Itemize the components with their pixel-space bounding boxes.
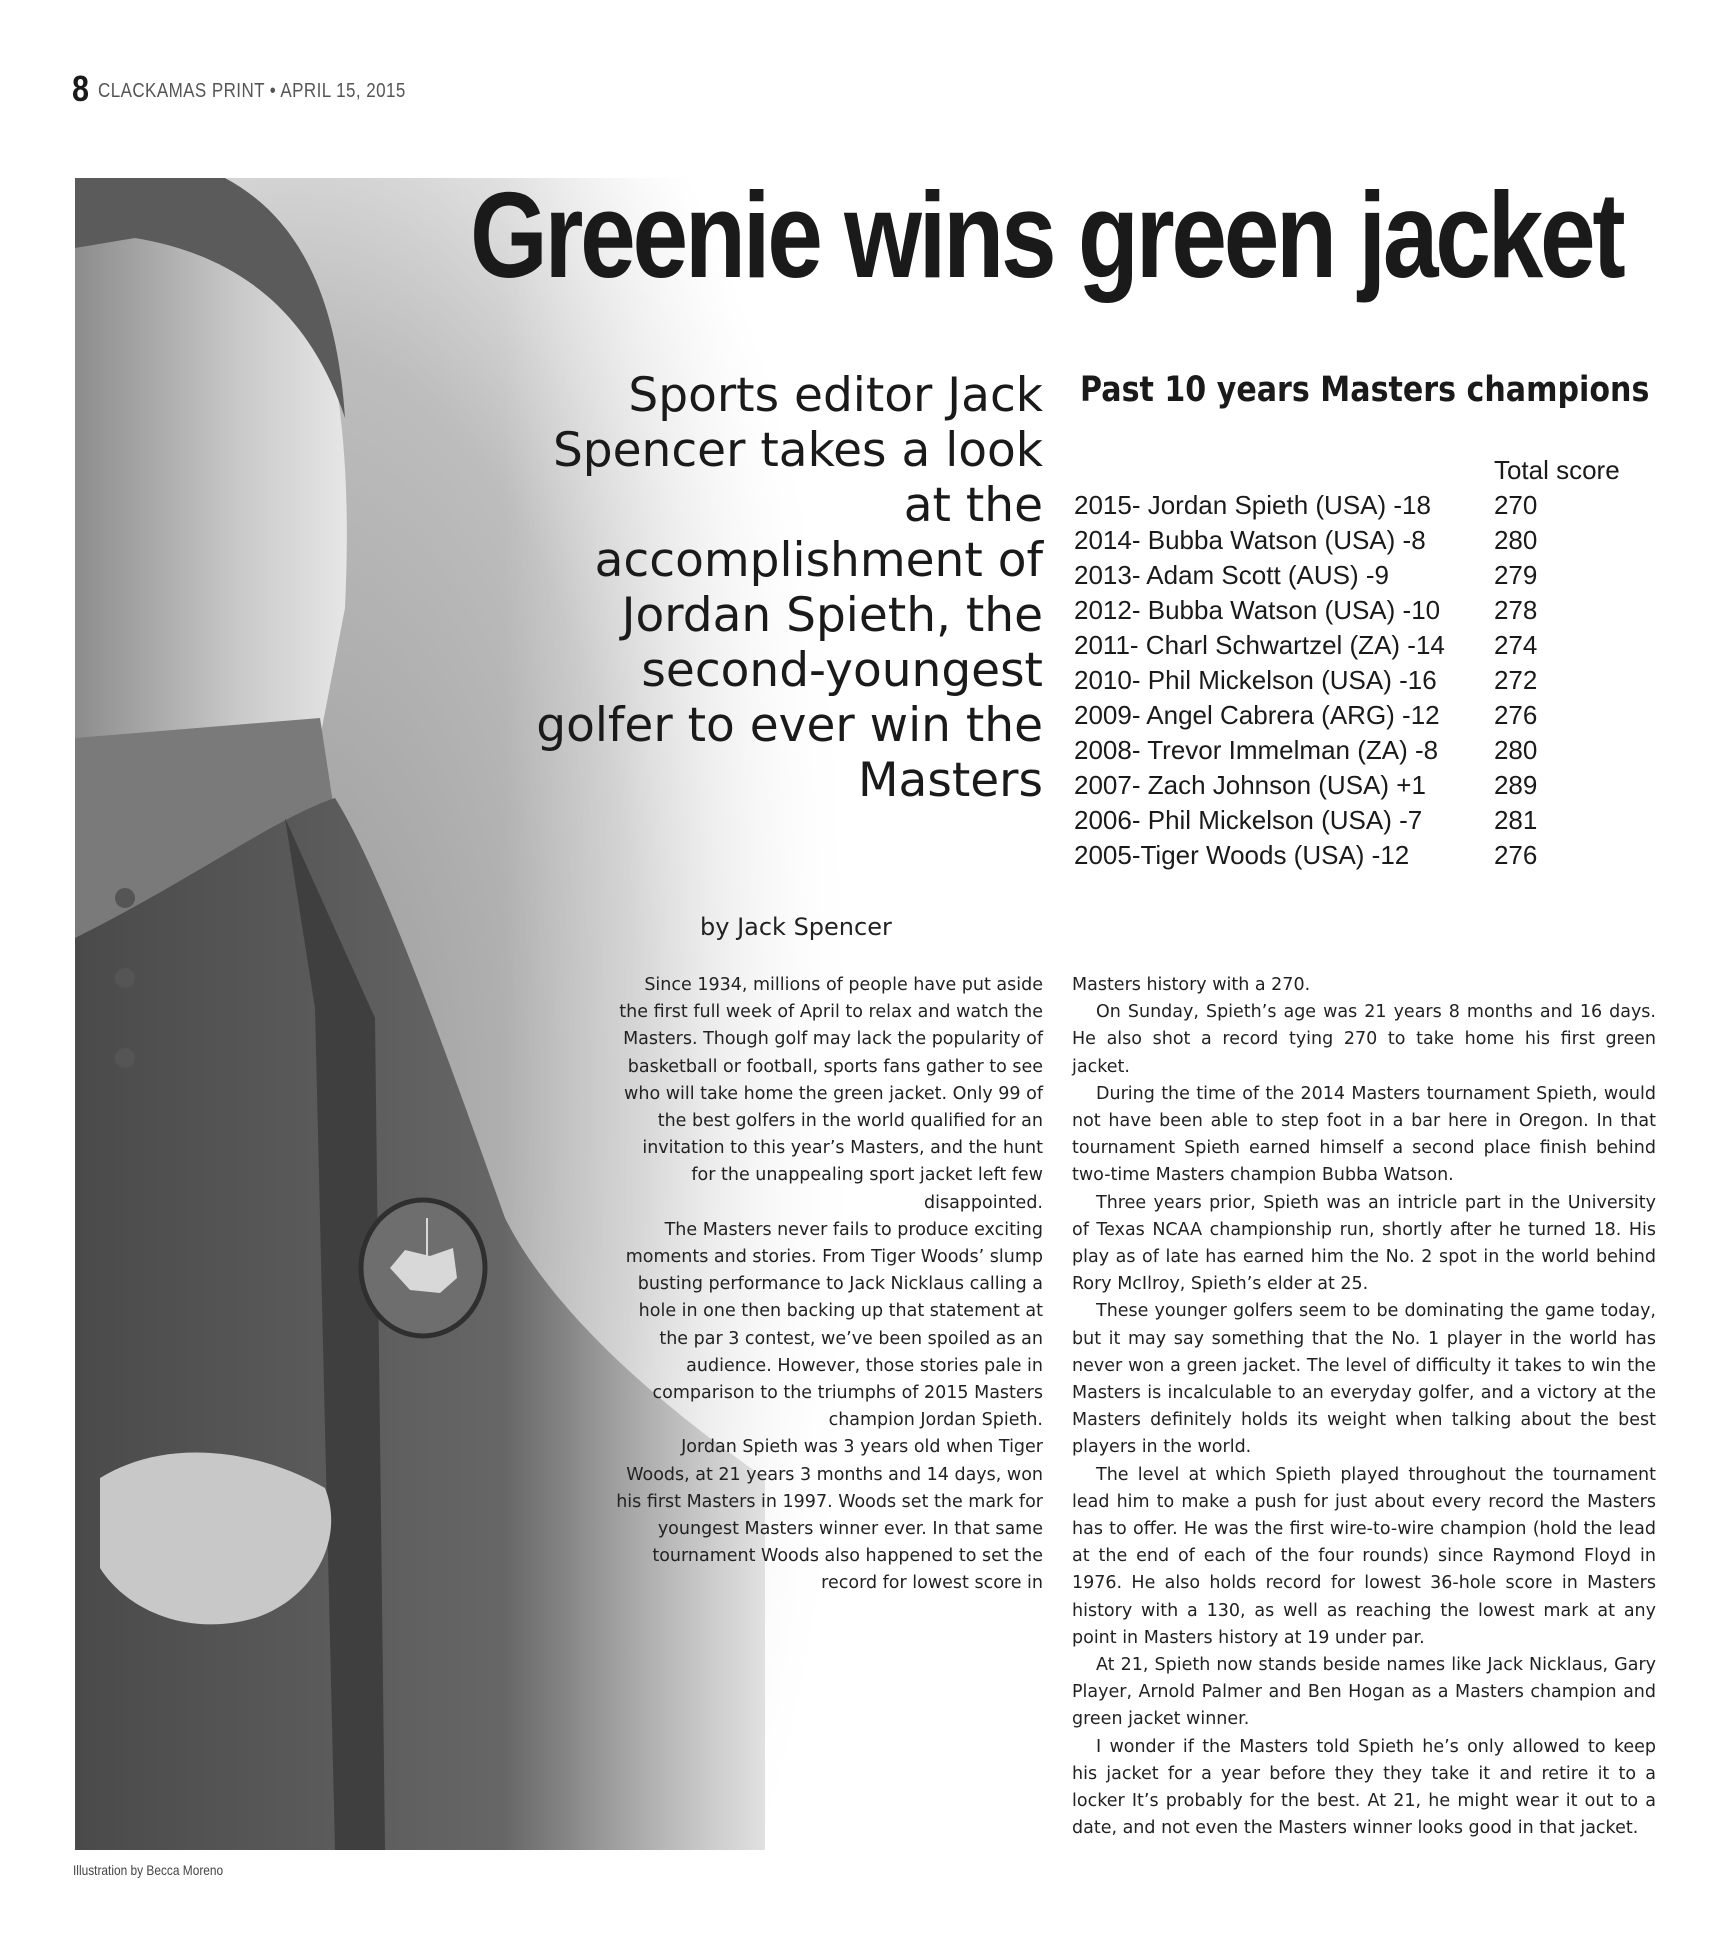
page-number: 8 [72, 68, 90, 109]
champion-entry: 2014- Bubba Watson (USA) -8 [1074, 525, 1426, 555]
article-column-right [1072, 972, 1656, 1843]
publication-dateline: CLACKAMAS PRINT • APRIL 15, 2015 [98, 80, 406, 102]
champion-score: 274 [1493, 630, 1538, 660]
table-row [1074, 558, 1634, 593]
table-row [1074, 733, 1634, 768]
champion-score: 278 [1493, 595, 1538, 625]
champion-entry: 2006- Phil Mickelson (USA) -7 [1074, 805, 1423, 835]
champion-entry: 2015- Jordan Spieth (USA) -18 [1074, 490, 1431, 520]
table-row [1074, 838, 1634, 873]
champion-score: 280 [1493, 735, 1538, 765]
champion-entry: 2011- Charl Schwartzel (ZA) -14 [1074, 630, 1445, 660]
article-column-left [613, 972, 1043, 1598]
byline: by Jack Spencer [700, 913, 892, 941]
champion-entry: 2013- Adam Scott (AUS) -9 [1074, 560, 1390, 590]
article-paragraph: Since 1934, millions of people have put aside the first full week of April to relax and watch the Masters. Though golf may lack the popularity of basketball or football, sports fans gather to see who will take home the green jacket. Only 99 of the best golfers in the world qualified for an invitation to this year’s Masters, and the hunt for the unappealing sport jacket left few disappointed. [619, 975, 1043, 1213]
champions-table-title: Past 10 years Masters champions [1080, 370, 1650, 410]
champion-entry: 2012- Bubba Watson (USA) -10 [1074, 595, 1441, 625]
article-paragraph: During the time of the 2014 Masters tournament Spieth, would not have been able to step foot in a bar here in Oregon. In that tournament Spieth earned himself a second place finish behind two-time Masters champion Bubba Watson. [1072, 1083, 1656, 1186]
article-paragraph: On Sunday, Spieth’s age was 21 years 8 months and 16 days. He also shot a record tying 270 to take home his first green jacket. [1072, 1002, 1656, 1077]
champion-entry: 2007- Zach Johnson (USA) +1 [1074, 770, 1426, 800]
champions-header-row [1074, 452, 1634, 488]
champion-entry: 2008- Trevor Immelman (ZA) -8 [1074, 735, 1439, 765]
champions-table [1074, 452, 1634, 873]
champion-score: 289 [1493, 770, 1538, 800]
champion-score: 270 [1493, 490, 1538, 520]
table-row [1074, 523, 1634, 558]
table-row [1074, 628, 1634, 663]
champion-score: 279 [1493, 560, 1538, 590]
article-paragraph: Three years prior, Spieth was an intricle part in the University of Texas NCAA championship run, shortly after he turned 18. His play as of late has earned him the No. 2 spot in the world behind Rory McIlroy, Spieth’s elder at 25. [1072, 1192, 1656, 1295]
article-paragraph: The level at which Spieth played throughout the tournament lead him to make a push for just about every record the Masters has to offer. He was the first wire-to-wire champion (hold the lead at the end of each of the four rounds) since Raymond Floyd in 1976. He also holds record for lowest 36-hole score in Masters history with a 130, as well as reaching the lowest mark at any point in Masters history at 19 under par. [1072, 1464, 1656, 1648]
deck-subheadline: Sports editor Jack Spencer takes a look at the accomplishment of Jordan Spieth, the second-youngest golfer to ever win the Masters [536, 368, 1043, 808]
article-paragraph: These younger golfers seem to be dominating the game today, but it may say something that the No. 1 player in the world has never won a green jacket. The level of difficulty it takes to win the Masters is incalculable to an everyday golfer, and a victory at the Masters definitely holds its weight when talking about the best players in the world. [1072, 1301, 1656, 1458]
table-row [1074, 663, 1634, 698]
article-paragraph: Masters history with a 270. [1072, 975, 1311, 995]
champion-score: 276 [1493, 700, 1538, 730]
table-row [1074, 768, 1634, 803]
illustration-credit: Illustration by Becca Moreno [73, 1862, 224, 1878]
article-paragraph: Jordan Spieth was 3 years old when Tiger Woods, at 21 years 3 months and 14 days, won his first Masters in 1997. Woods set the mark for youngest Masters winner ever. In that same tournament Woods also happened to set the record for lowest score in [616, 1437, 1043, 1594]
table-row [1074, 698, 1634, 733]
champion-entry: 2010- Phil Mickelson (USA) -16 [1074, 665, 1437, 695]
page-folio [72, 68, 406, 110]
table-row [1074, 803, 1634, 838]
score-column-header: Total score [1493, 454, 1620, 485]
table-row [1074, 488, 1634, 523]
article-paragraph: I wonder if the Masters told Spieth he’s only allowed to keep his jacket for a year before they they take it and retire it to a locker It’s probably for the best. At 21, he might wear it out to a date, and not even the Masters winner looks good in that jacket. [1072, 1736, 1656, 1839]
article-paragraph: The Masters never fails to produce exciting moments and stories. From Tiger Woods’ slump busting performance to Jack Nicklaus calling a hole in one then backing up that statement at the par 3 contest, we’ve been spoiled as an audience. However, those stories pale in comparison to the triumphs of 2015 Masters champion Jordan Spieth. [625, 1219, 1043, 1431]
champion-entry: 2009- Angel Cabrera (ARG) -12 [1074, 700, 1440, 730]
article-paragraph: At 21, Spieth now stands beside names like Jack Nicklaus, Gary Player, Arnold Palmer and Ben Hogan as a Masters champion and green jacket winner. [1072, 1655, 1656, 1730]
champion-score: 281 [1493, 805, 1538, 835]
champion-score: 272 [1493, 665, 1538, 695]
champion-entry: 2005-Tiger Woods (USA) -12 [1074, 840, 1410, 870]
table-row [1074, 593, 1634, 628]
champion-score: 280 [1493, 525, 1538, 555]
headline: Greenie wins green jacket [470, 167, 1623, 303]
champion-score: 276 [1493, 840, 1538, 870]
